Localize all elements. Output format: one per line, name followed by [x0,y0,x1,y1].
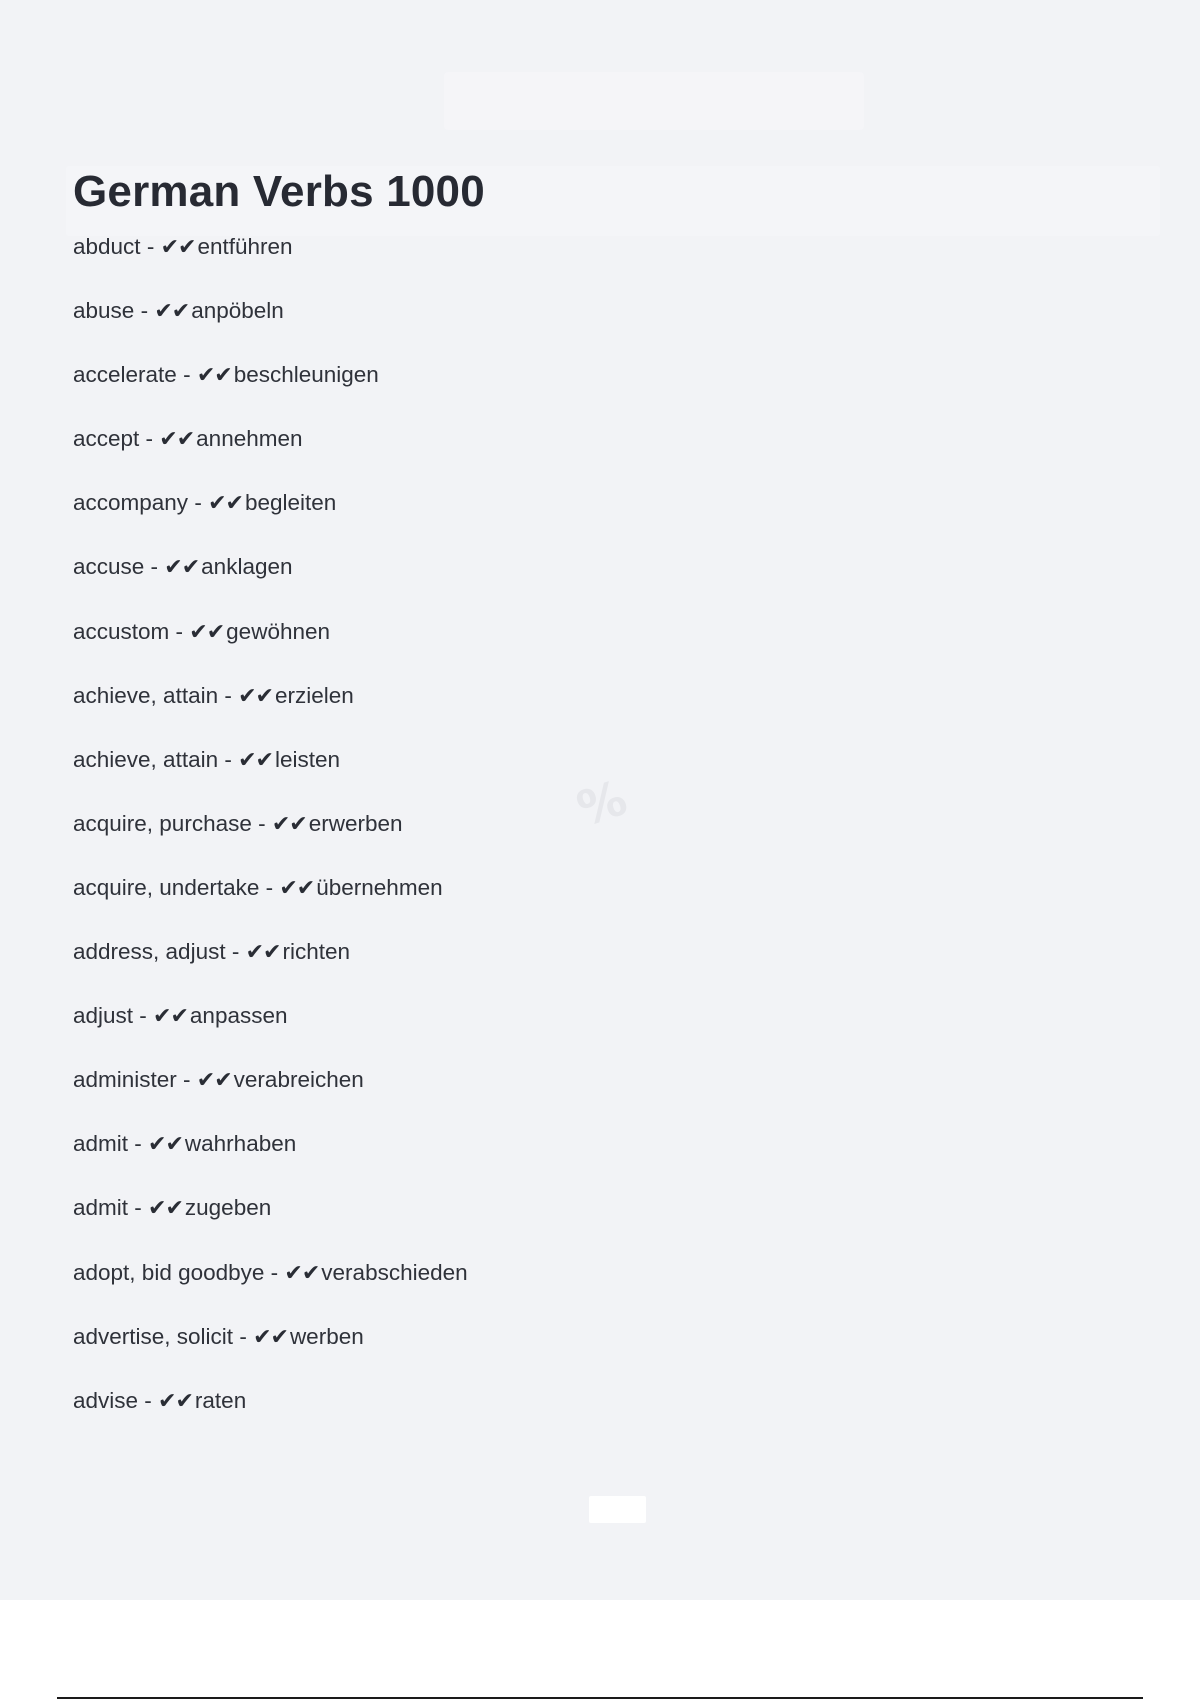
verb-english: accompany [73,490,189,516]
verb-separator: - [139,426,160,452]
checkmark-icon: ✔✔ [148,1131,183,1157]
checkmark-icon: ✔✔ [154,298,190,324]
checkmark-icon: ✔✔ [196,362,232,388]
list-item [73,228,468,292]
list-item [73,1254,468,1318]
list-item [73,933,468,997]
page-number-box [589,1496,646,1523]
checkmark-icon: ✔✔ [189,618,225,644]
verb-german: beschleunigen [233,362,379,388]
verb-separator: - [128,1195,149,1221]
verb-separator: - [138,1387,159,1413]
verb-german: erzielen [274,682,354,708]
verb-german: anklagen [201,554,293,580]
checkmark-icon: ✔✔ [159,426,195,452]
list-item [73,1125,468,1189]
checkmark-icon: ✔✔ [279,874,315,900]
verb-english: advise [73,1387,139,1413]
verb-english: achieve, attain [73,682,219,708]
list-item [73,420,468,484]
list-item [73,484,468,548]
verb-separator: - [218,746,239,772]
verb-english: accuse [73,554,145,580]
verb-separator: - [233,1323,254,1349]
list-item [73,292,468,356]
list-item [73,1061,468,1125]
verb-english: achieve, attain [73,746,219,772]
checkmark-icon: ✔✔ [160,234,196,259]
verb-english: advertise, solicit [73,1323,234,1349]
list-item [73,1318,468,1382]
verb-separator: - [176,362,197,388]
list-item [73,613,468,677]
verb-german: zugeben [184,1195,272,1221]
verb-separator: - [251,810,272,836]
verb-list [73,228,468,1446]
verb-english: abuse [73,298,135,324]
verb-english: adopt, bid goodbye [73,1259,265,1285]
checkmark-icon: ✔✔ [238,682,273,708]
verb-german: werben [289,1323,364,1349]
verb-separator: - [188,490,209,516]
checkmark-icon: ✔✔ [196,1067,232,1093]
checkmark-icon: ✔✔ [271,810,307,836]
checkmark-icon: ✔✔ [158,1387,193,1413]
verb-german: entführen [197,234,293,259]
verb-english: adjust [73,1003,134,1029]
verb-german: begleiten [244,490,337,516]
verb-separator: - [134,298,155,324]
checkmark-icon: ✔✔ [148,1195,183,1221]
watermark-logo: % [570,769,634,839]
verb-separator: - [225,939,246,965]
checkmark-icon: ✔✔ [164,554,200,580]
verb-german: verabschieden [321,1259,468,1285]
verb-english: accelerate [73,362,177,388]
verb-german: wahrhaben [184,1131,297,1157]
verb-english: administer [73,1067,177,1093]
list-item [73,869,468,933]
list-item [73,741,468,805]
verb-separator: - [218,682,239,708]
list-item [73,997,468,1061]
list-item [73,677,468,741]
checkmark-icon: ✔✔ [238,746,273,772]
verb-separator: - [128,1131,149,1157]
verb-german: erwerben [308,810,403,836]
list-item [73,548,468,612]
checkmark-icon: ✔✔ [208,490,243,516]
verb-separator: - [176,1067,197,1093]
verb-german: leisten [274,746,341,772]
verb-german: gewöhnen [226,618,331,644]
verb-english: address, adjust [73,939,226,965]
footer-divider [57,1697,1143,1699]
verb-english: acquire, purchase [73,810,252,836]
verb-separator: - [133,1003,154,1029]
checkmark-icon: ✔✔ [284,1259,320,1285]
list-item [73,356,468,420]
verb-english: admit [73,1195,129,1221]
checkmark-icon: ✔✔ [245,939,281,965]
verb-german: anpassen [189,1003,288,1029]
checkmark-icon: ✔✔ [253,1323,288,1349]
checkmark-icon: ✔✔ [153,1003,188,1029]
verb-separator: - [140,234,161,259]
verb-german: verabreichen [233,1067,364,1093]
list-item [73,1382,468,1446]
verb-separator: - [169,618,190,644]
page-title: German Verbs 1000 [73,167,485,216]
verb-english: accustom [73,618,170,644]
verb-german: anpöbeln [191,298,284,324]
verb-english: admit [73,1131,129,1157]
header-placeholder [444,72,864,130]
verb-german: raten [194,1387,247,1413]
list-item [73,1189,468,1253]
verb-english: acquire, undertake [73,874,260,900]
verb-separator: - [264,1259,285,1285]
verb-german: richten [282,939,351,965]
verb-german: übernehmen [316,874,443,900]
verb-separator: - [144,554,165,580]
list-item [73,805,468,869]
verb-english: accept [73,426,140,452]
verb-separator: - [259,874,280,900]
verb-german: annehmen [196,426,303,452]
verb-english: abduct [73,234,141,259]
